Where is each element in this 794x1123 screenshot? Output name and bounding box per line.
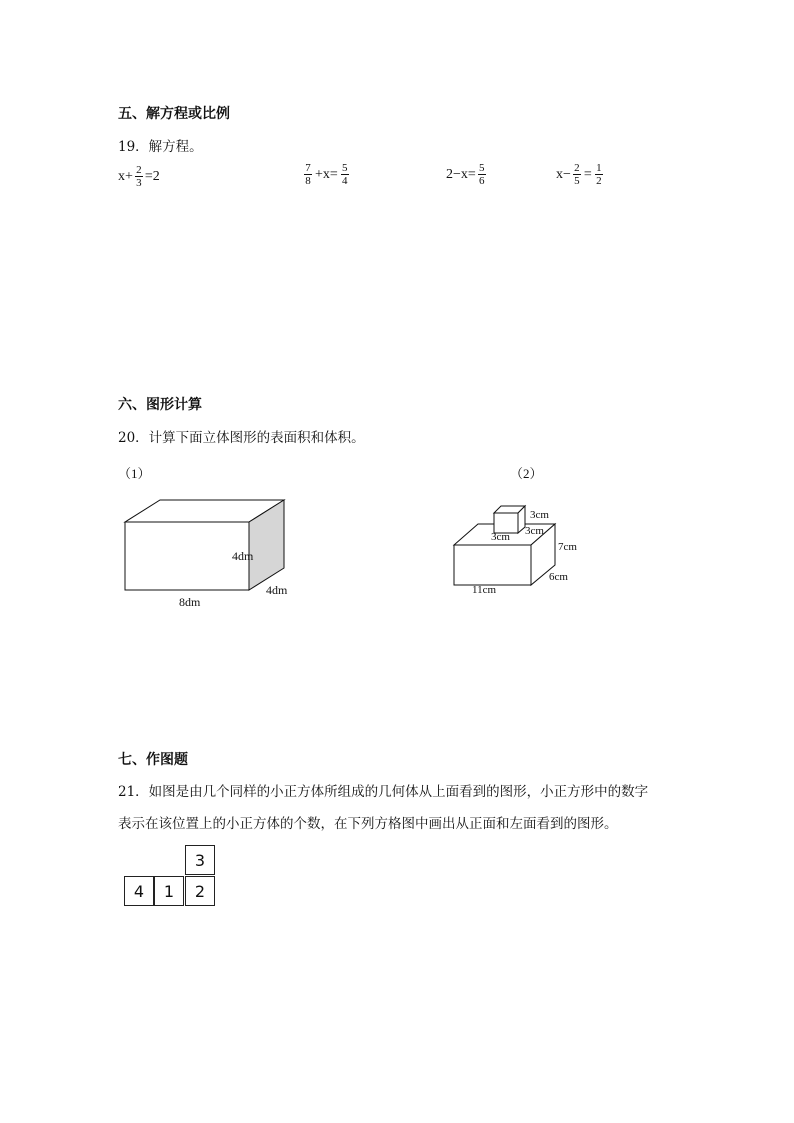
eq2-numerator-1: 7 [305,162,311,174]
eq3-pre: 2−x= [446,166,476,182]
figure-1-depth-label: 4dm [266,583,288,597]
question-20-prompt: 20．计算下面立体图形的表面积和体积。 [118,430,365,446]
cube-depth-label: 3cm [525,525,544,537]
equation-4 [556,162,605,187]
section-title-7: 七、作图题 [118,752,188,768]
question-21-line-2: 表示在该位置上的小正方体的个数，在下列方格图中画出从正面和左面看到的图形。 [118,816,618,832]
grid-cell-top: 3 [185,845,215,875]
eq1-numerator: 2 [136,164,142,176]
question-19-prompt: 19．解方程。 [118,139,203,155]
eq1-pre: x+ [118,168,133,184]
cuboid-front-face [125,522,249,590]
eq2-fraction-1 [304,162,312,187]
eq4-fraction-2 [595,162,603,187]
figure-2-label: （2） [510,466,543,481]
cube-width-label: 3cm [491,531,510,543]
eq2-denominator-1: 8 [305,175,311,187]
eq4-numerator-1: 2 [574,162,580,174]
figure-1-label: （1） [118,466,151,481]
question-21-line-1: 21．如图是由几个同样的小正方体所组成的几何体从上面看到的图形，小正方形中的数字 [118,784,649,800]
eq4-denominator-2: 2 [596,175,602,187]
figure-1-length-label: 8dm [179,595,201,609]
equation-1 [118,164,160,189]
equation-3 [446,162,488,187]
grid-cell-bottom-3: 2 [185,876,215,906]
figure-1-cuboid [110,490,320,615]
figure-1-height-label: 4dm [232,549,254,563]
eq2-numerator-2: 5 [342,162,348,174]
eq1-fraction [135,164,143,189]
base-depth-label: 6cm [549,571,568,583]
eq2-fraction-2 [341,162,349,187]
base-height-label: 7cm [558,541,577,553]
cube-front-face [494,513,518,533]
grid-cell-bottom-1: 4 [124,876,154,906]
top-view-grid [124,845,216,907]
section-title-5: 五、解方程或比例 [118,106,230,122]
base-length-label: 11cm [472,584,497,596]
eq2-denominator-2: 4 [342,175,348,187]
section-title-6: 六、图形计算 [118,397,202,413]
eq4-denominator-1: 5 [574,175,580,187]
eq4-pre: x− [556,166,571,182]
eq1-denominator: 3 [136,177,142,189]
cube-height-label: 3cm [530,509,549,521]
eq3-denominator: 6 [479,175,485,187]
grid-cell-bottom-2: 1 [154,876,184,906]
eq4-numerator-2: 1 [596,162,602,174]
eq4-mid: = [583,166,592,182]
eq1-post: =2 [144,168,160,184]
eq3-fraction [478,162,486,187]
eq2-mid: +x= [315,166,338,182]
eq3-numerator: 5 [479,162,485,174]
equation-2 [302,162,351,187]
base-front-face [454,545,531,585]
eq4-fraction-1 [573,162,581,187]
